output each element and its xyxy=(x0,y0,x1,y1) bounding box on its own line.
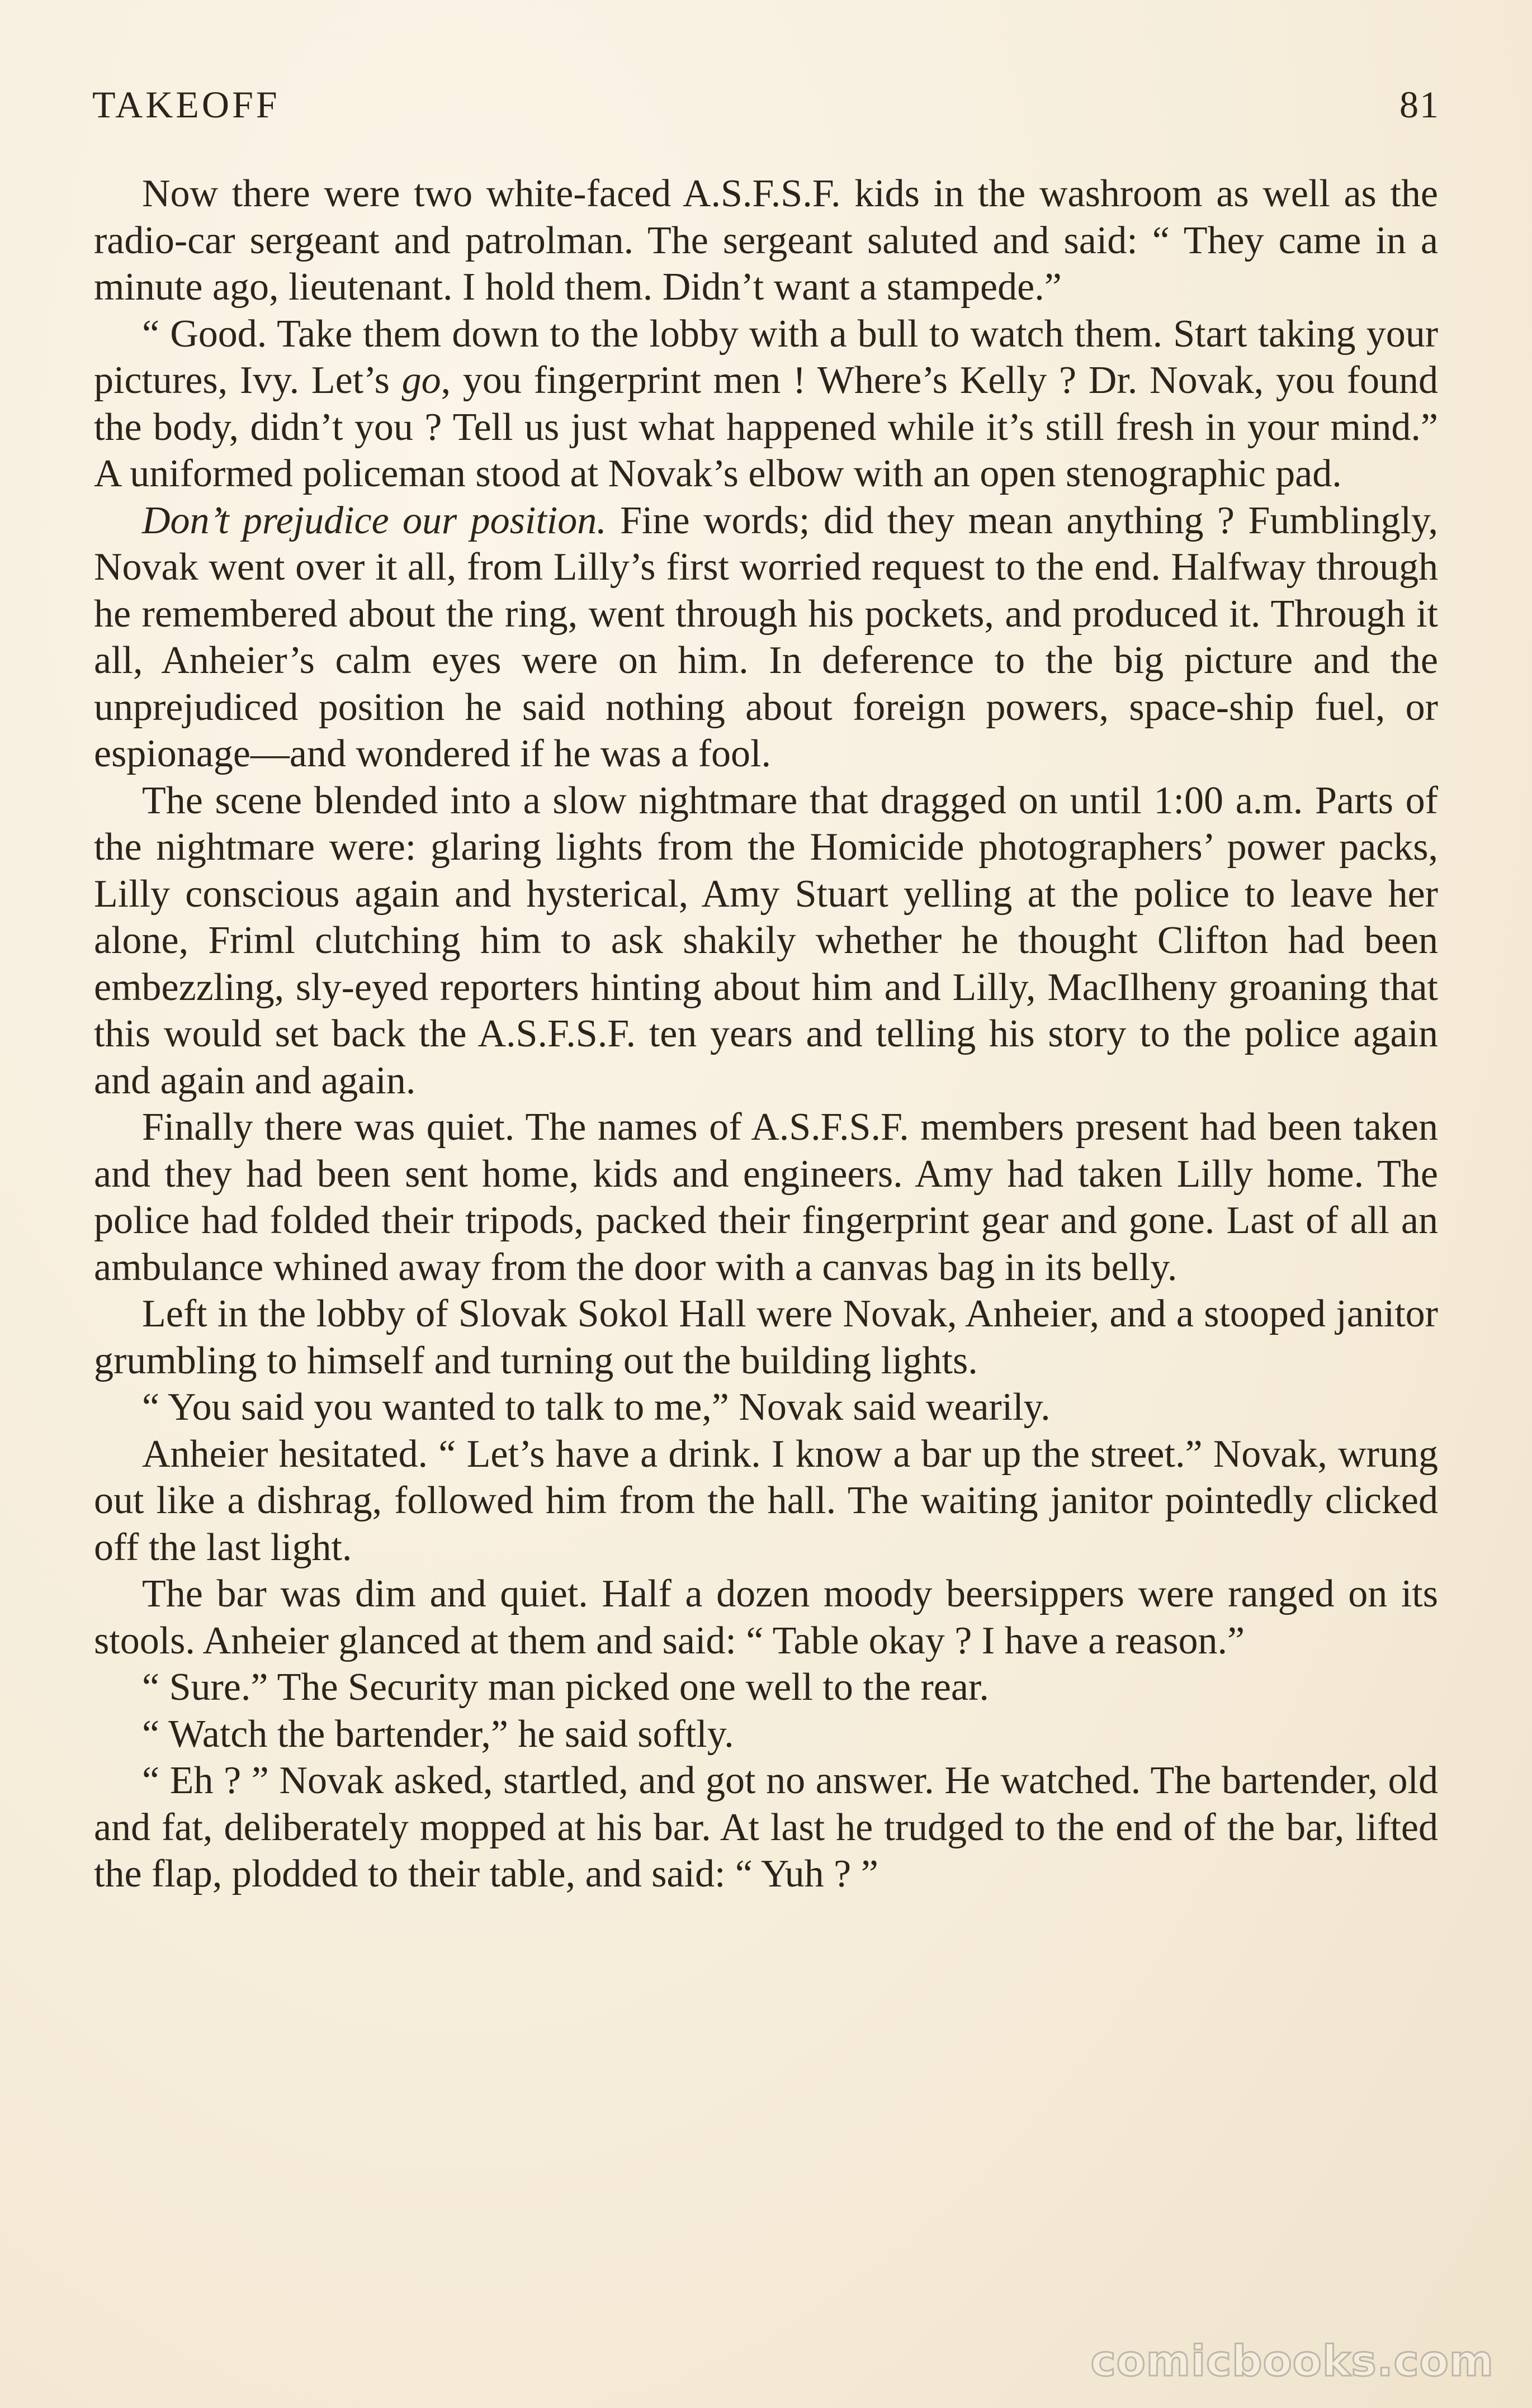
paragraph: Anheier hesitated. “ Let’s have a drink. I know a bar up the street.” Novak, wrung out like a dishrag, followed him from the hall. The waiting janitor pointedly clicked off the last light. xyxy=(94,1432,1438,1569)
paragraph: Finally there was quiet. The names of A.S.F.S.F. members present had been taken and they had been sent home, kids and engineers. Amy had taken Lilly home. The police had folded their tripods, packed their fingerprint gear and gone. Last of all an ambulance whined away from the door with a canvas bag in its belly. xyxy=(94,1106,1438,1289)
page-number: 81 xyxy=(1399,83,1440,126)
paragraph: “ Eh ? ” Novak asked, startled, and got no answer. He watched. The bartender, old and fat, deliberately mopped at his bar. At last he trudged to the end of the bar, lifted the flap, plodded to their table, and said: “ Yuh ? ” xyxy=(94,1759,1438,1895)
paragraph: “ You said you wanted to talk to me,” Novak said wearily. xyxy=(142,1386,1051,1429)
paragraph: Now there were two white-faced A.S.F.S.F. kids in the washroom as well as the radio-car sergeant and patrolman. The sergeant saluted and said: “ They came in a minute ago, lieutenant. I hold them. Didn’t want a stampede.” xyxy=(94,172,1438,309)
body-text xyxy=(94,170,1438,1898)
paragraph: The scene blended into a slow nightmare that dragged on until 1:00 a.m. Parts of the nightmare were: glaring lights from the Homicide photographers’ power packs, Lilly conscious again and hysterical, Amy Stuart yelling at the police to leave her alone, Friml clutching him to ask shakily whether he thought Clifton had been embezzling, sly-eyed reporters hinting about him and Lilly, MacIlheny groaning that this would set back the A.S.F.S.F. ten years and telling his story to the police again and again and again. xyxy=(94,779,1438,1102)
running-header xyxy=(92,83,1440,133)
paragraph: “ Watch the bartender,” he said softly. xyxy=(142,1712,734,1756)
running-title: TAKEOFF xyxy=(92,83,280,126)
paragraph: “ Good. Take them down to the lobby with a bull to watch them. Start taking your pictures, Ivy. Let’s go, you fingerprint men ! Where’s Kelly ? Dr. Novak, you found the body, didn’t you ? Tell us just what happened while it’s still fresh in your mind.” A uniformed policeman stood at Novak’s elbow with an open stenographic pad. xyxy=(94,312,1438,495)
watermark-logo: comicbooks.com xyxy=(1090,2336,1494,2386)
paragraph: “ Sure.” The Security man picked one well to the rear. xyxy=(142,1666,989,1709)
paragraph: Left in the lobby of Slovak Sokol Hall were Novak, Anheier, and a stooped janitor grumbling to himself and turning out the building lights. xyxy=(94,1292,1438,1382)
paragraph: Don’t prejudice our position. Fine words; did they mean anything ? Fumblingly, Novak went over it all, from Lilly’s first worried request to the end. Halfway through he remembered about the ring, went through his pockets, and produced it. Through it all, Anheier’s calm eyes were on him. In deference to the big picture and the unprejudiced position he said nothing about foreign powers, space-ship fuel, or espionage—and wondered if he was a fool. xyxy=(94,499,1438,775)
paragraph: The bar was dim and quiet. Half a dozen moody beersippers were ranged on its stools. Anheier glanced at them and said: “ Table okay ? I have a reason.” xyxy=(94,1572,1438,1662)
